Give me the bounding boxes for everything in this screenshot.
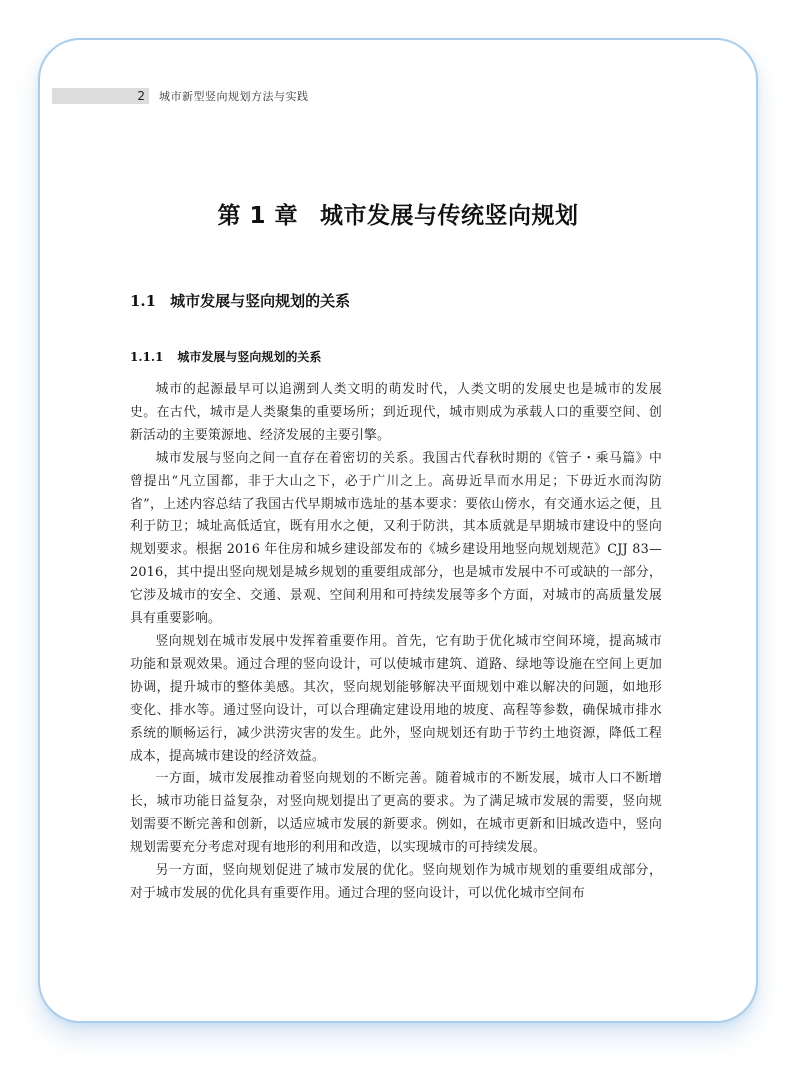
running-header [52, 88, 309, 104]
subsection-heading [130, 348, 321, 365]
chapter-name: 城市发展与传统竖向规划 [320, 203, 579, 229]
page-number-bar [52, 88, 149, 104]
paragraph: 竖向规划在城市发展中发挥着重要作用。首先，它有助于优化城市空间环境，提高城市功能和景观效果。通过合理的竖向设计，可以使城市建筑、道路、绿地等设施在空间上更加协调，提升城市的整体美感。其次，竖向规划能够解决平面规划中难以解决的问题，如地形变化、排水等。通过竖向设计，可以合理确定建设用地的坡度、高程等参数，确保城市排水系统的顺畅运行，减少洪涝灾害的发生。此外，竖向规划还有助于节约土地资源，降低工程成本，提高城市建设的经济效益。 [130, 633, 662, 764]
body-text [130, 379, 662, 906]
document-page [38, 38, 758, 1023]
paragraph: 城市的起源最早可以追溯到人类文明的萌发时代，人类文明的发展史也是城市的发展史。在古代，城市是人类聚集的重要场所；到近现代，城市则成为承载人口的重要空间、创新活动的主要策源地、经济发展的主要引擎。 [130, 382, 662, 443]
section-heading [130, 290, 350, 311]
page-number: 2 [137, 89, 145, 103]
subsection-name: 城市发展与竖向规划的关系 [177, 350, 322, 364]
paragraph: 一方面，城市发展推动着竖向规划的不断完善。随着城市的不断发展，城市人口不断增长，城市功能日益复杂，对竖向规划提出了更高的要求。为了满足城市发展的需要，竖向规划需要不断完善和创新，以适应城市发展的新要求。例如，在城市更新和旧城改造中，竖向规划需要充分考虑对现有地形的利用和改造，以实现城市的可持续发展。 [130, 771, 662, 856]
paragraph: 城市发展与竖向之间一直存在着密切的关系。我国古代春秋时期的《管子・乘马篇》中曾提出“凡立国都，非于大山之下，必于广川之上。高毋近旱而水用足；下毋近水而沟防省”，上述内容总结了我国古代早期城市选址的基本要求：要依山傍水，有交通水运之便，且利于防卫；城址高低适宜，既有用水之便，又利于防洪，其本质就是早期城市建设中的竖向规划要求。根据 2016 年住房和城乡建设部发布的《城乡建设用地竖向规划规范》CJJ 83—2016，其中提出竖向规划是城乡规划的重要组成部分，也是城市发展中不可或缺的一部分，它涉及城市的安全、交通、景观、空间利用和可持续发展等多个方面，对城市的高质量发展具有重要影响。 [130, 450, 662, 627]
paragraph: 另一方面，竖向规划促进了城市发展的优化。竖向规划作为城市规划的重要组成部分，对于城市发展的优化具有重要作用。通过合理的竖向设计，可以优化城市空间布 [130, 863, 662, 901]
chapter-title [40, 197, 756, 230]
chapter-number: 第 1 章 [217, 203, 299, 229]
section-name: 城市发展与竖向规划的关系 [170, 292, 351, 310]
book-title: 城市新型竖向规划方法与实践 [159, 90, 309, 103]
subsection-number: 1.1.1 [130, 350, 164, 364]
section-number: 1.1 [130, 292, 157, 310]
